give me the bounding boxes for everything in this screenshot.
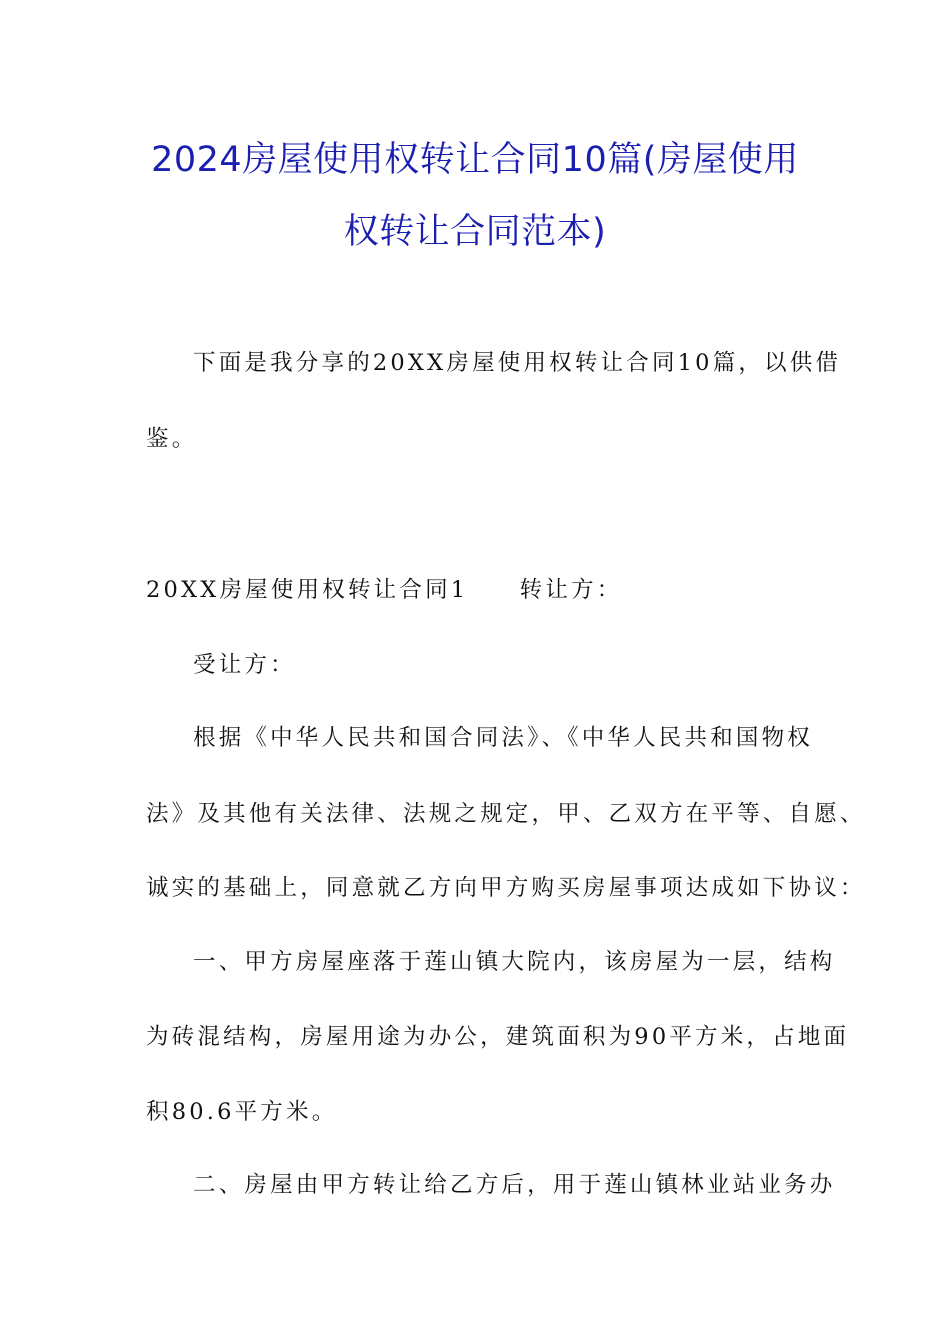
contract-heading-line: 20XX房屋使用权转让合同1 转让方： bbox=[146, 577, 623, 603]
document-title-line-2: 权转让合同范本) bbox=[343, 212, 607, 252]
clause-1-line-1: 一、甲方房屋座落于莲山镇大院内，该房屋为一层，结构 bbox=[193, 949, 836, 975]
document-title-line-1: 2024房屋使用权转让合同10篇(房屋使用 bbox=[151, 140, 799, 180]
basis-paragraph-line-3: 诚实的基础上，同意就乙方向甲方购买房屋事项达成如下协议： bbox=[146, 875, 866, 901]
transferee-line: 受让方： bbox=[193, 652, 296, 678]
clause-1-line-2: 为砖混结构，房屋用途为办公，建筑面积为90平方米，占地面 bbox=[146, 1024, 850, 1050]
basis-paragraph-line-2: 法》及其他有关法律、法规之规定，甲、乙双方在平等、自愿、 bbox=[146, 801, 866, 827]
clause-2-line-1: 二、房屋由甲方转让给乙方后，用于莲山镇林业站业务办 bbox=[193, 1172, 836, 1198]
clause-1-line-3: 积80.6平方米。 bbox=[146, 1099, 338, 1125]
intro-paragraph-line-1: 下面是我分享的20XX房屋使用权转让合同10篇，以供借 bbox=[193, 350, 842, 376]
intro-paragraph-line-2: 鉴。 bbox=[146, 426, 198, 452]
basis-paragraph-line-1: 根据《中华人民共和国合同法》、《中华人民共和国物权 bbox=[193, 725, 814, 751]
